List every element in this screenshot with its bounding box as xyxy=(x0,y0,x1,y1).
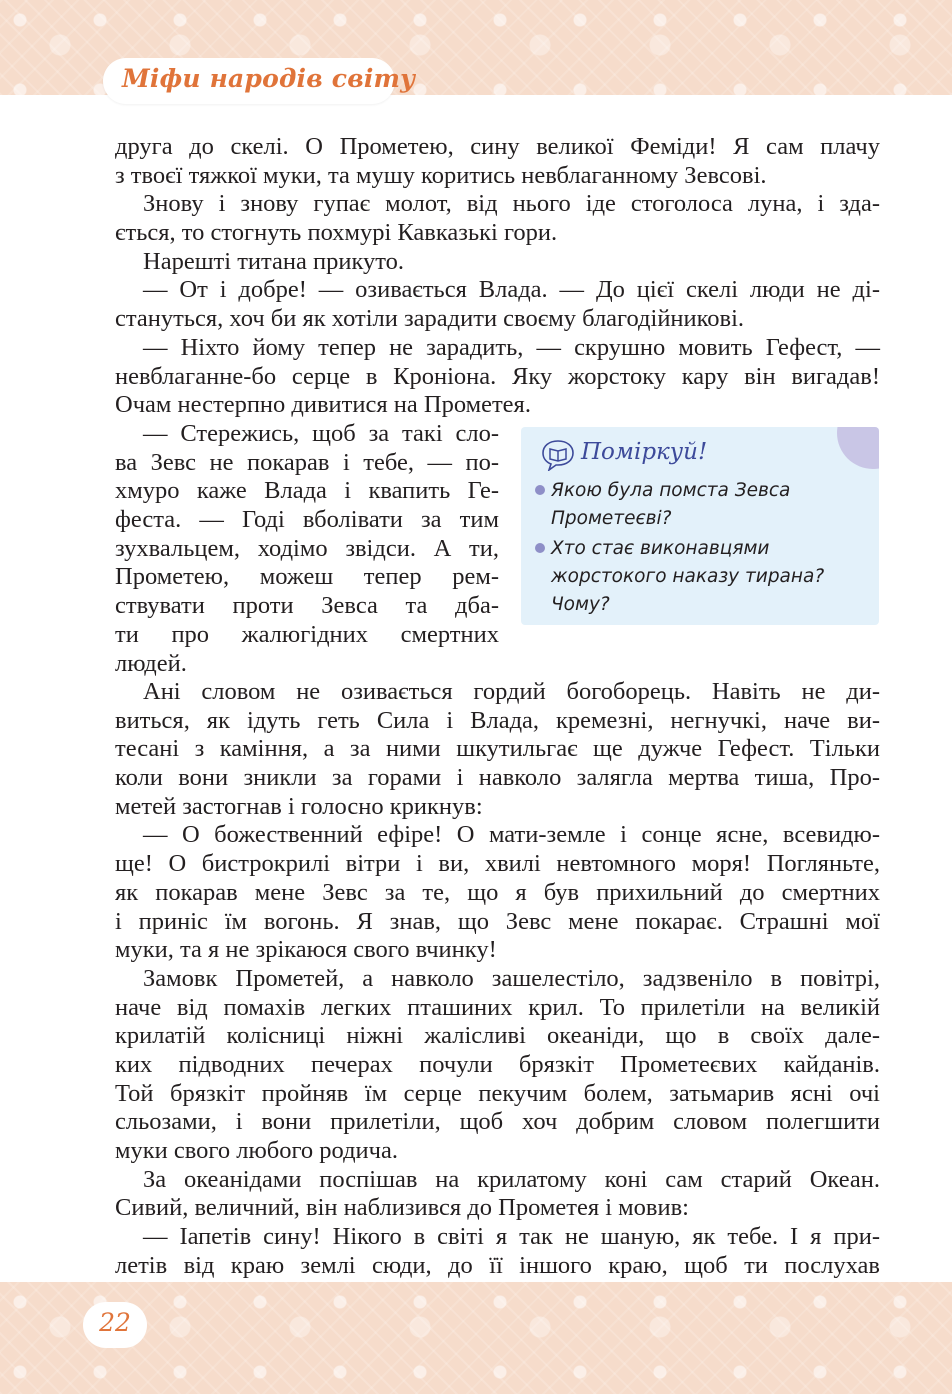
think-box xyxy=(521,427,879,625)
text-line: Знову і знову гупає молот, від нього іде стоголоса луна, і зда- xyxy=(143,190,880,218)
think-question-1: Якою була помста Зевса Прометеєві? xyxy=(535,477,865,533)
text-line: зухвальцем, ходімо звідси. А ти, xyxy=(115,534,499,562)
text-line: метей застогнав і голосно крикнув: xyxy=(115,792,483,820)
text-line: За океанідами поспішав на крилатому коні сам старий Океан. xyxy=(143,1165,880,1193)
text-line: летів від краю землі сюди, до її іншого краю, щоб ти послухав xyxy=(115,1251,880,1279)
text-line: і приніс їм вогонь. Я знав, що Зевс мене покарає. Страшні мої xyxy=(115,907,880,935)
text-line: Очам нестерпно дивитися на Прометея. xyxy=(115,391,531,419)
text-line: Нарешті титана прикуто. xyxy=(143,247,405,275)
text-line: муки свого любого родича. xyxy=(115,1137,398,1164)
text-line: ти про жалюгідних смертних xyxy=(115,620,499,648)
text-line: хмуро каже Влада і квапить Ге- xyxy=(115,477,499,505)
text-line: ється, то стогнуть похмурі Кавказькі гори. xyxy=(115,219,558,247)
text-line: Сивий, величний, він наблизився до Прометея і мовив: xyxy=(115,1194,689,1222)
text-line: як покарав мене Зевс за те, що я був прихильний до смертних xyxy=(115,878,880,906)
text-line: ще! О бистрокрилі вітри і ви, хвилі невтомного моря! Погляньте, xyxy=(115,850,880,878)
text-line: — Ніхто йому тепер не зарадить, — скрушно мовить Гефест, — xyxy=(143,333,880,361)
text-line: стануться, хоч би як хотіли зарадити своєму благодійникові. xyxy=(115,305,745,333)
page-number: 22 xyxy=(99,1308,131,1337)
bullet-icon xyxy=(535,543,545,553)
text-line: ва Зевс не покарав і тебе, — по- xyxy=(115,448,499,476)
section-title: Міфи народів світу xyxy=(122,64,416,93)
think-box-title: Поміркуй! xyxy=(581,439,708,465)
text-block-left-column xyxy=(115,420,499,678)
text-line: друга до скелі. О Прометею, сину великої Феміди! Я сам плачу xyxy=(115,133,880,160)
text-line: Той брязкіт пройняв їм серце пекучим болем, затьмарив ясні очі xyxy=(115,1079,880,1107)
text-line: — Іапетів сину! Нікого в світі я так не шаную, як тебе. І я при- xyxy=(143,1223,880,1251)
think-box-corner-decoration xyxy=(837,427,879,469)
text-line: Прометею, можеш тепер рем- xyxy=(115,563,499,591)
text-line: крилатій колісниці ніжні жалісливі океаніди, що в своїх дале- xyxy=(115,1022,880,1050)
open-book-speech-icon xyxy=(541,439,575,475)
text-line: — Стережись, щоб за такі сло- xyxy=(143,420,499,447)
text-line: коли вони зникли за горами і навколо залягла мертва тиша, Про- xyxy=(115,764,880,792)
text-line: феста. — Годі вболівати за тим xyxy=(115,506,499,534)
text-line: — От і добре! — озивається Влада. — До цієї скелі люди не ді- xyxy=(143,276,880,304)
text-line: ствувати проти Зевса та дба- xyxy=(115,592,499,620)
text-line: тесані з каміння, а за ними шкутильгає ще дужче Гефест. Тільки xyxy=(115,735,880,763)
text-line: невблаганне-бо серце в Кроніона. Яку жорстоку кару він вигадав! xyxy=(115,362,880,390)
bullet-icon xyxy=(535,485,545,495)
think-question-2: Хто стає виконавцями жорстокого наказу тирана? Чому? xyxy=(535,535,865,619)
text-line: з твоєї тяжкої муки, та мушу коритись невблаганному Зевсові. xyxy=(115,161,767,189)
text-block-top xyxy=(115,133,880,420)
text-line: — О божественний ефіре! О мати-земле і сонце ясне, всевидю- xyxy=(143,821,880,849)
text-block-bottom xyxy=(115,678,880,1280)
text-line: муки, та я не зрікаюся свого вчинку! xyxy=(115,936,497,964)
text-line: ких підводних печерах почули брязкіт Прометеєвих кайданів. xyxy=(115,1050,880,1078)
text-line: людей. xyxy=(115,649,187,677)
text-line: сльозами, і вони прилетіли, щоб хоч добрим словом полегшити xyxy=(115,1108,880,1136)
text-line: виться, як ідуть геть Сила і Влада, кремезні, негнучкі, наче ви- xyxy=(115,706,880,734)
text-line: Замовк Прометей, а навколо зашелестіло, задзвеніло в повітрі, xyxy=(143,964,880,992)
text-line: наче від помахів легких пташиних крил. То прилетіли на великій xyxy=(115,993,880,1021)
text-line: Ані словом не озивається гордий богоборець. Навіть не ди- xyxy=(143,678,880,705)
